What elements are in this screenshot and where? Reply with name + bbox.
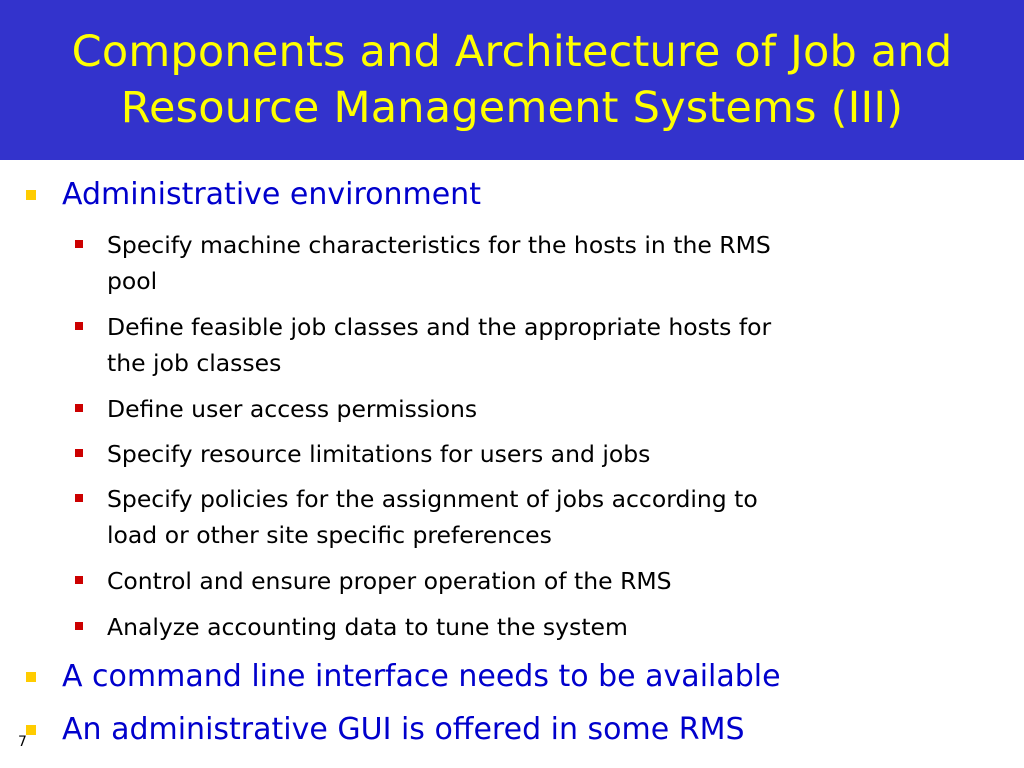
square-bullet-icon — [75, 494, 83, 502]
bullet-text: Define user access permissions — [107, 395, 478, 423]
bullet-text: Specify resource limitations for users and jobs — [107, 440, 651, 468]
square-bullet-icon — [26, 725, 36, 735]
sub-bullet-item-policies — [107, 481, 987, 553]
bullet-text: An administrative GUI is offered in some RMS — [62, 712, 745, 747]
bullet-text-line-2: load or other site specific preferences — [107, 521, 552, 549]
bullet-text: Analyze accounting data to tune the system — [107, 613, 628, 641]
sub-bullet-item-job-classes — [107, 309, 987, 381]
bullet-item-administrative-gui — [62, 712, 1002, 748]
sub-bullet-item-control-operation — [107, 563, 987, 599]
bullet-text-line-1: Specify machine characteristics for the hosts in the RMS — [107, 231, 771, 259]
square-bullet-icon — [75, 622, 83, 630]
square-bullet-icon — [26, 190, 36, 200]
bullet-text-line-2: pool — [107, 267, 158, 295]
square-bullet-icon — [75, 240, 83, 248]
slide-title-line-2: Resource Management Systems (III) — [120, 83, 904, 133]
bullet-item-administrative-environment — [62, 177, 1002, 213]
bullet-text: Control and ensure proper operation of the RMS — [107, 567, 672, 595]
slide-title-line-1: Components and Architecture of Job and — [71, 27, 953, 77]
bullet-text-line-2: the job classes — [107, 349, 282, 377]
square-bullet-icon — [26, 672, 36, 682]
bullet-text: A command line interface needs to be available — [62, 659, 781, 694]
square-bullet-icon — [75, 322, 83, 330]
bullet-text: Administrative environment — [62, 177, 481, 212]
bullet-text-line-1: Specify policies for the assignment of jobs according to — [107, 485, 758, 513]
sub-bullet-item-machine-characteristics — [107, 227, 987, 299]
bullet-item-command-line-interface — [62, 659, 1002, 695]
sub-bullet-item-accounting-data — [107, 609, 987, 645]
bullet-text-line-1: Define feasible job classes and the appropriate hosts for — [107, 313, 772, 341]
slide-number: 7 — [18, 734, 27, 750]
square-bullet-icon — [75, 449, 83, 457]
square-bullet-icon — [75, 404, 83, 412]
sub-bullet-item-user-access — [107, 391, 987, 427]
sub-bullet-item-resource-limitations — [107, 436, 987, 472]
square-bullet-icon — [75, 576, 83, 584]
